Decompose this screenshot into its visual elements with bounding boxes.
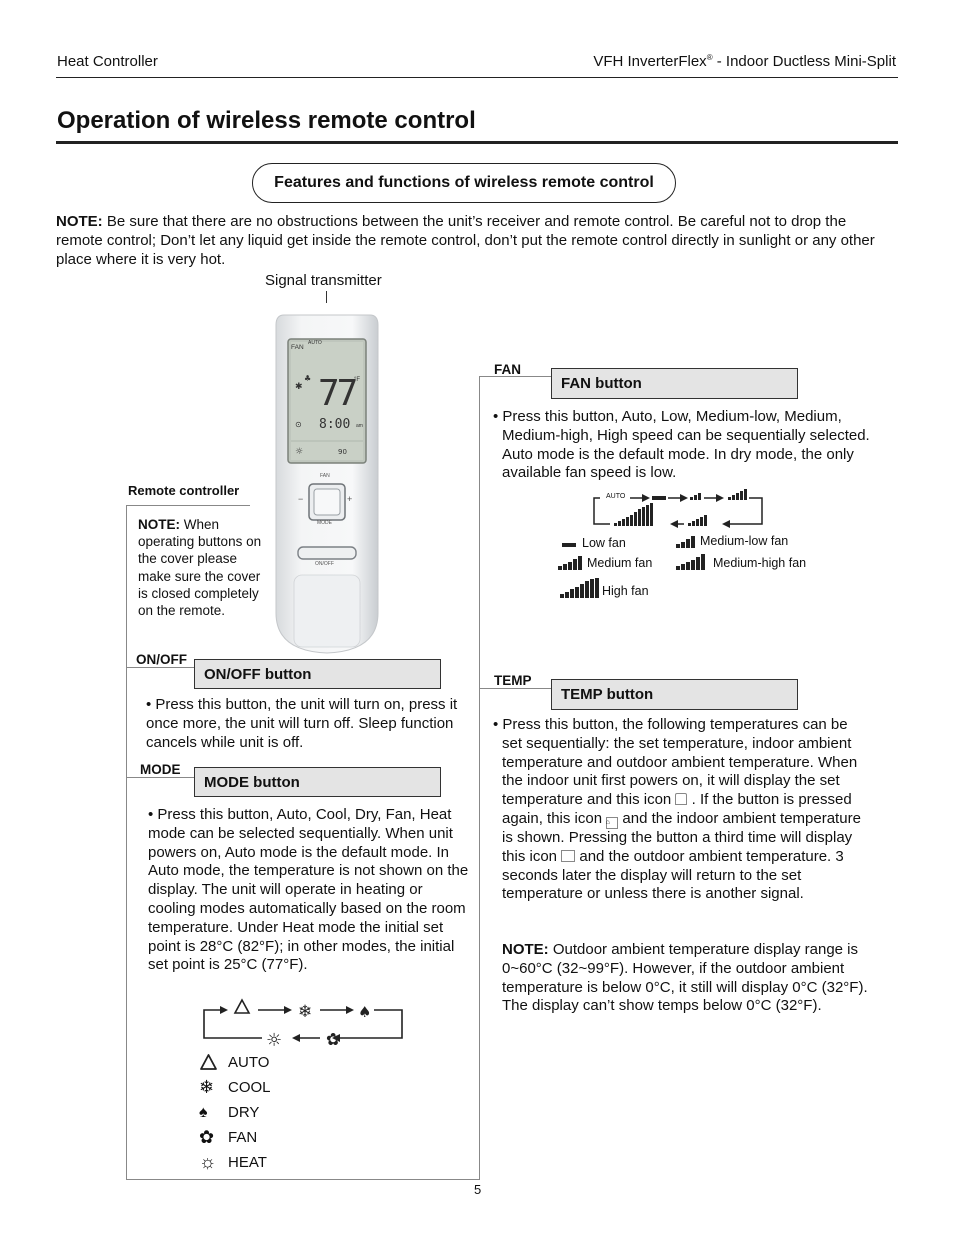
onoff-guide-line — [126, 667, 194, 668]
mode-cycle-diagram — [202, 996, 406, 1050]
note-text: Be sure that there are no obstructions between the unit’s receiver and remote control. Be careful not to drop the remote control; Don’t let any liquid get inside the remote control, don’t put the remote control directly in sunlight or any other place where it is very hot. — [56, 213, 875, 268]
remote-controller-image — [274, 313, 380, 655]
remote-note-text: When operating buttons on the cover please make sure the cover is closed completely on the remote. — [138, 517, 262, 619]
svg-text:♣: ♣ — [304, 374, 312, 383]
fan-label: FAN — [494, 362, 521, 377]
onoff-label: ON/OFF — [136, 652, 187, 667]
medium-low-fan-icon — [676, 536, 696, 548]
legend-label: Medium-high fan — [713, 556, 807, 570]
remote-note — [138, 516, 270, 619]
bottom-guide-line — [126, 1179, 480, 1180]
fan-cycle-diagram — [592, 488, 767, 532]
lcd-auto-text: AUTO — [308, 340, 322, 346]
mode-item-label: DRY — [228, 1104, 260, 1121]
header-left: Heat Controller — [57, 53, 158, 70]
mode-item-label: COOL — [228, 1079, 271, 1096]
set-temp-icon — [675, 793, 687, 805]
svg-text:☼: ☼ — [266, 1030, 283, 1050]
heat-icon: ☼ — [199, 1152, 217, 1173]
svg-text:✱: ✱ — [295, 382, 303, 392]
mode-guide-line — [126, 777, 194, 778]
page-title: Operation of wireless remote control — [57, 107, 476, 134]
mode-item-auto — [199, 1050, 271, 1075]
temp-note — [502, 941, 868, 1016]
fan-cycle-auto: AUTO — [606, 493, 626, 500]
legend-label: Medium fan — [587, 556, 653, 570]
fan-mode-rocker-button[interactable] — [310, 484, 346, 520]
remote-note-label: NOTE: — [138, 517, 180, 532]
legend-label: High fan — [602, 584, 649, 598]
mode-item-dry — [199, 1100, 271, 1125]
mode-button-box: MODE button — [194, 767, 441, 797]
temp-note-text: Outdoor ambient temperature display range is 0~60°C (32~99°F). However, if the outdoor ambient temperature is below 0°C, it still will display 0°C (32°F). The display can’t show temps below 0°C (32°F). — [502, 941, 868, 1015]
svg-text:⊙: ⊙ — [295, 420, 302, 429]
legend-medium-fan — [558, 556, 652, 570]
header-product: VFH InverterFlex — [593, 53, 707, 70]
legend-low-fan — [562, 536, 626, 550]
signal-transmitter-label: Signal transmitter — [265, 272, 382, 289]
indoor-temp-icon: ⌂ — [606, 817, 618, 829]
svg-text:✿: ✿ — [326, 1030, 341, 1050]
medium-fan-icon — [558, 556, 586, 570]
left-guide-line — [126, 505, 127, 1180]
mode-item-heat — [199, 1150, 271, 1175]
svg-text:♠: ♠ — [358, 1003, 372, 1021]
plus-key[interactable]: + — [347, 494, 353, 504]
auto-icon — [199, 1053, 218, 1072]
fan-description: • Press this button, Auto, Low, Medium-low, Medium, Medium-high, High speed can be sequentially selected. Auto mode is the default mode. In dry mode, the only available fan speed is low. — [493, 408, 870, 482]
svg-text:❄: ❄ — [298, 1002, 313, 1022]
legend-medium-high-fan — [676, 554, 806, 570]
remote-label-line — [126, 505, 250, 506]
medium-high-fan-icon — [676, 554, 710, 570]
fan-icon: ✿ — [199, 1127, 215, 1147]
intro-note — [56, 212, 896, 269]
mode-item-fan — [199, 1125, 271, 1150]
legend-medium-low-fan — [676, 534, 788, 548]
temp-text-part2: . If the button is pressed again, this icon — [502, 791, 852, 827]
temp-guide-line — [479, 688, 551, 689]
temp-note-label: NOTE: — [502, 941, 549, 958]
temp-text-part1: • Press this button, the following temperatures can be set sequentially: the set temperature, indoor ambient temperature and outdoor ambient temperature. When the indoor unit first powers on, it will display the set temperature and this icon — [493, 716, 858, 809]
onoff-key-label: ON/OFF — [315, 561, 334, 567]
lcd-unit: °F — [354, 377, 361, 383]
remote-controller-label: Remote controller — [128, 483, 240, 498]
header-right — [593, 53, 896, 70]
lcd-time: 8:00 — [319, 417, 351, 432]
header-rule — [56, 77, 898, 78]
temp-description — [493, 716, 863, 904]
temp-text-part3: and the indoor ambient temperature is shown. Pressing the button a third time will display this icon — [502, 809, 861, 865]
mode-item-cool — [199, 1075, 271, 1100]
mode-item-label: HEAT — [228, 1154, 267, 1171]
cool-icon: ❄ — [199, 1077, 215, 1097]
dry-icon: ♠ — [199, 1104, 208, 1121]
svg-text:☼: ☼ — [295, 447, 304, 457]
lcd-am: am — [356, 423, 363, 429]
header-product-tail: - Indoor Ductless Mini-Split — [712, 53, 896, 70]
lcd-temperature: 77 — [318, 373, 356, 414]
registered-mark: ® — [706, 53, 713, 62]
onoff-description: • Press this button, the unit will turn on, press it once more, the unit will turn off. Sleep function cancels while unit is off. — [146, 696, 458, 751]
mode-item-label: FAN — [228, 1129, 258, 1146]
temp-button-box: TEMP button — [551, 679, 798, 710]
page-number: 5 — [474, 1182, 482, 1197]
legend-high-fan — [560, 578, 649, 598]
legend-label: Low fan — [582, 536, 626, 550]
temp-label: TEMP — [494, 673, 532, 688]
mode-label: MODE — [140, 762, 181, 777]
mode-key-label: MODE — [317, 520, 332, 526]
mode-legend — [199, 1050, 271, 1175]
fan-key-label: FAN — [320, 473, 330, 479]
temp-text-part4: and the outdoor ambient temperature. 3 seconds later the display will return to the set temperature or unless there is another signal. — [502, 847, 844, 903]
minus-key[interactable]: − — [298, 494, 304, 504]
note-label: NOTE: — [56, 213, 103, 230]
signal-pointer — [326, 291, 327, 303]
onoff-button-box: ON/OFF button — [194, 659, 441, 689]
fan-button-box: FAN button — [551, 368, 798, 399]
outdoor-temp-icon — [561, 850, 575, 862]
low-fan-icon — [562, 543, 576, 547]
features-heading: Features and functions of wireless remote control — [252, 163, 676, 203]
title-rule — [56, 141, 898, 144]
middle-guide-line — [479, 376, 480, 1180]
lcd-fan-text: FAN — [291, 344, 304, 351]
mode-item-label: AUTO — [228, 1054, 270, 1071]
legend-label: Medium-low fan — [700, 534, 789, 548]
onoff-key[interactable] — [298, 547, 356, 559]
mode-description: • Press this button, Auto, Cool, Dry, Fan, Heat mode can be selected sequentially. When unit powers on, Auto mode is the default mode. In Auto mode, the temperature is not shown on the display. The unit will operate in heating or cooling modes automatically based on the room temperature. Under Heat mode the initial set point is 28°C (82°F); in other modes, the initial set point is 25°C (77°F). — [148, 806, 469, 974]
svg-text:90: 90 — [338, 448, 347, 456]
high-fan-icon — [560, 578, 600, 598]
